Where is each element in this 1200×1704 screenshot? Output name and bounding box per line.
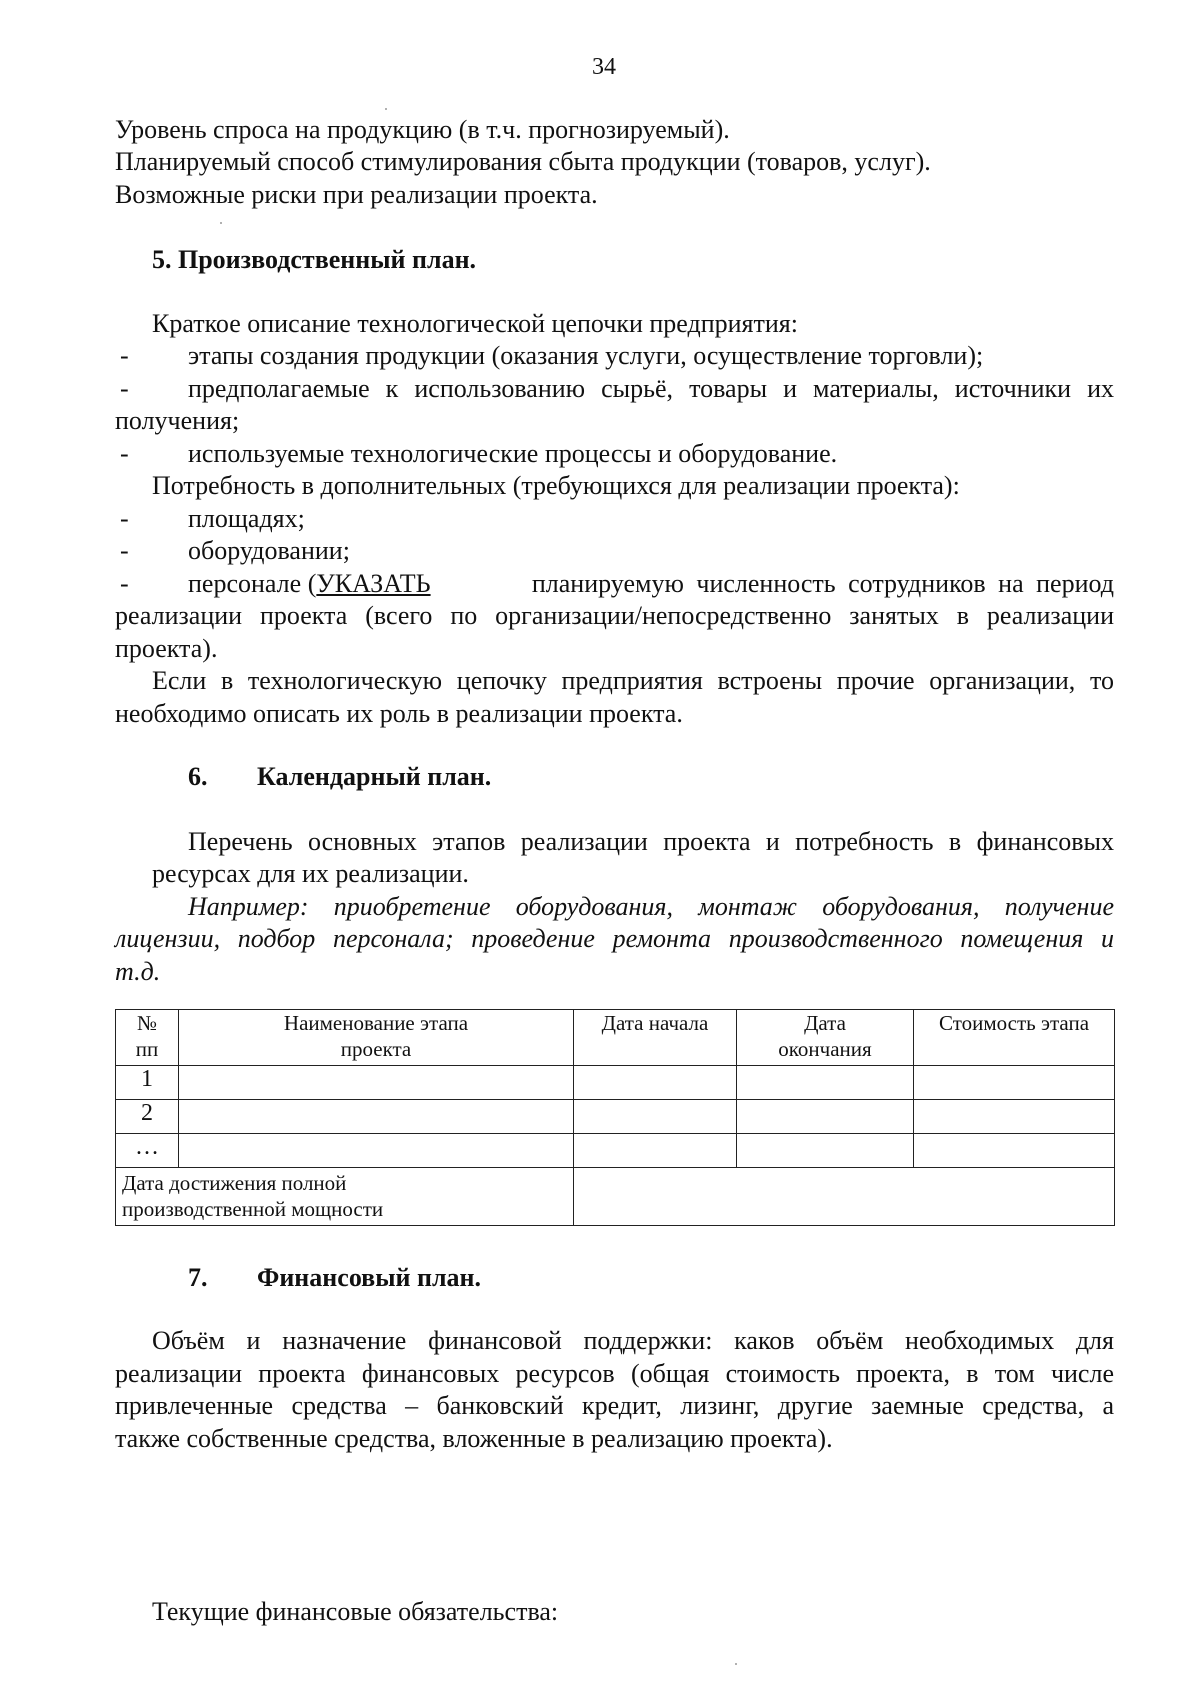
section-6-number: 6.: [188, 762, 208, 791]
finance-text-line-1: Объём и назначение финансовой поддержки: каков объём необходимых для: [152, 1326, 1114, 1355]
header-start-date: [574, 1010, 737, 1066]
bullet-dash: -: [120, 439, 129, 468]
personnel-line-2: реализации проекта (всего по организации/непосредственно занятых в реализации: [115, 601, 1114, 630]
bullet-dash: -: [120, 374, 129, 403]
calendar-intro-line-2: ресурсах для их реализации.: [152, 859, 469, 888]
section-5-heading: 5. Производственный план.: [152, 245, 477, 274]
row-number-cell: …: [116, 1134, 179, 1168]
row-number-cell: 2: [116, 1100, 179, 1134]
needs-item-equipment: оборудовании;: [188, 536, 350, 565]
header-number-line-2: пп: [135, 1037, 159, 1061]
start-date-cell: [574, 1134, 737, 1168]
chain-item-materials: предполагаемые к использованию сырьё, товары и материалы, источники их: [188, 374, 1114, 403]
full-capacity-label-line-2: производственной мощности: [122, 1197, 384, 1221]
start-date-cell: [574, 1100, 737, 1134]
table-row: [116, 1066, 1115, 1100]
finance-text-line-2: реализации проекта финансовых ресурсов (общая стоимость проекта, в том числе: [115, 1359, 1114, 1388]
header-end-date: [737, 1010, 914, 1066]
chain-item-processes: используемые технологические процессы и оборудование.: [188, 439, 838, 468]
section-7-title: Финансовый план.: [257, 1263, 482, 1292]
chain-intro: Краткое описание технологической цепочки предприятия:: [152, 309, 798, 338]
header-end-date-line-2: окончания: [778, 1037, 872, 1061]
full-capacity-date-value: [574, 1168, 1115, 1226]
table-footer-row: [116, 1168, 1115, 1226]
table-header-row: [116, 1010, 1115, 1066]
personnel-emphasis: УКАЗАТЬ: [316, 569, 431, 598]
full-capacity-date-label: [116, 1168, 574, 1226]
header-start-date-line-1: Дата начала: [601, 1011, 709, 1035]
end-date-cell: [737, 1066, 914, 1100]
intro-line-demand: Уровень спроса на продукцию (в т.ч. прогнозируемый).: [115, 115, 730, 144]
finance-text-line-4: также собственные средства, вложенные в реализацию проекта).: [115, 1424, 833, 1453]
needs-item-areas: площадях;: [188, 504, 305, 533]
start-date-cell: [574, 1066, 737, 1100]
calendar-example-line-2: лицензии, подбор персонала; проведение ремонта производственного помещения и: [115, 924, 1114, 953]
header-end-date-line-1: Дата: [804, 1011, 846, 1035]
row-number-cell: 1: [116, 1066, 179, 1100]
header-stage-name: [179, 1010, 574, 1066]
needs-intro: Потребность в дополнительных (требующихся для реализации проекта):: [152, 471, 960, 500]
bullet-dash: -: [120, 536, 129, 565]
section-6-title: Календарный план.: [257, 762, 492, 791]
header-stage-cost-line-1: Стоимость этапа: [938, 1011, 1090, 1035]
other-orgs-line-2: необходимо описать их роль в реализации проекта.: [115, 699, 683, 728]
calendar-plan-table: [115, 1009, 1115, 1226]
scan-speck: [385, 108, 387, 110]
bullet-dash: -: [120, 341, 129, 370]
bullet-dash: -: [120, 504, 129, 533]
calendar-example-line-1: Например: приобретение оборудования, монтаж оборудования, получение: [188, 892, 1114, 921]
header-stage-name-line-1: Наименование этапа: [283, 1011, 469, 1035]
calendar-intro-line-1: Перечень основных этапов реализации проекта и потребность в финансовых: [188, 827, 1114, 856]
stage-cost-cell: [914, 1066, 1115, 1100]
other-orgs-line-1: Если в технологическую цепочку предприятия встроены прочие организации, то: [152, 666, 1114, 695]
stage-name-cell: [179, 1066, 574, 1100]
scan-speck: [735, 1663, 737, 1665]
chain-item-stages: этапы создания продукции (оказания услуги, осуществление торговли);: [188, 341, 984, 370]
header-number-line-1: №: [136, 1011, 158, 1035]
current-obligations: Текущие финансовые обязательства:: [152, 1597, 559, 1626]
stage-cost-cell: [914, 1134, 1115, 1168]
calendar-example-line-3: т.д.: [115, 957, 161, 986]
finance-text-line-3: привлеченные средства – банковский кредит, лизинг, другие заемные средства, а: [115, 1391, 1114, 1420]
end-date-cell: [737, 1100, 914, 1134]
header-number: [116, 1010, 179, 1066]
personnel-rest: планируемую численность сотрудников на период: [531, 569, 1114, 598]
chain-item-materials-cont: получения;: [115, 406, 240, 435]
table-row: [116, 1100, 1115, 1134]
header-stage-name-line-2: проекта: [340, 1037, 412, 1061]
stage-cost-cell: [914, 1100, 1115, 1134]
header-stage-cost: [914, 1010, 1115, 1066]
page-number: 34: [592, 54, 616, 80]
intro-line-risks: Возможные риски при реализации проекта.: [115, 180, 598, 209]
personnel-text: [188, 568, 431, 600]
personnel-prefix: персонале (: [188, 569, 317, 598]
full-capacity-label-line-1: Дата достижения полной: [122, 1171, 347, 1195]
scan-speck: [220, 222, 222, 224]
bullet-dash: -: [120, 569, 129, 598]
stage-name-cell: [179, 1100, 574, 1134]
stage-name-cell: [179, 1134, 574, 1168]
intro-line-sales-promotion: Планируемый способ стимулирования сбыта продукции (товаров, услуг).: [115, 147, 931, 176]
needs-item-personnel: [188, 568, 1114, 600]
end-date-cell: [737, 1134, 914, 1168]
table-row: [116, 1134, 1115, 1168]
personnel-line-3: проекта).: [115, 634, 218, 663]
section-7-number: 7.: [188, 1263, 208, 1292]
